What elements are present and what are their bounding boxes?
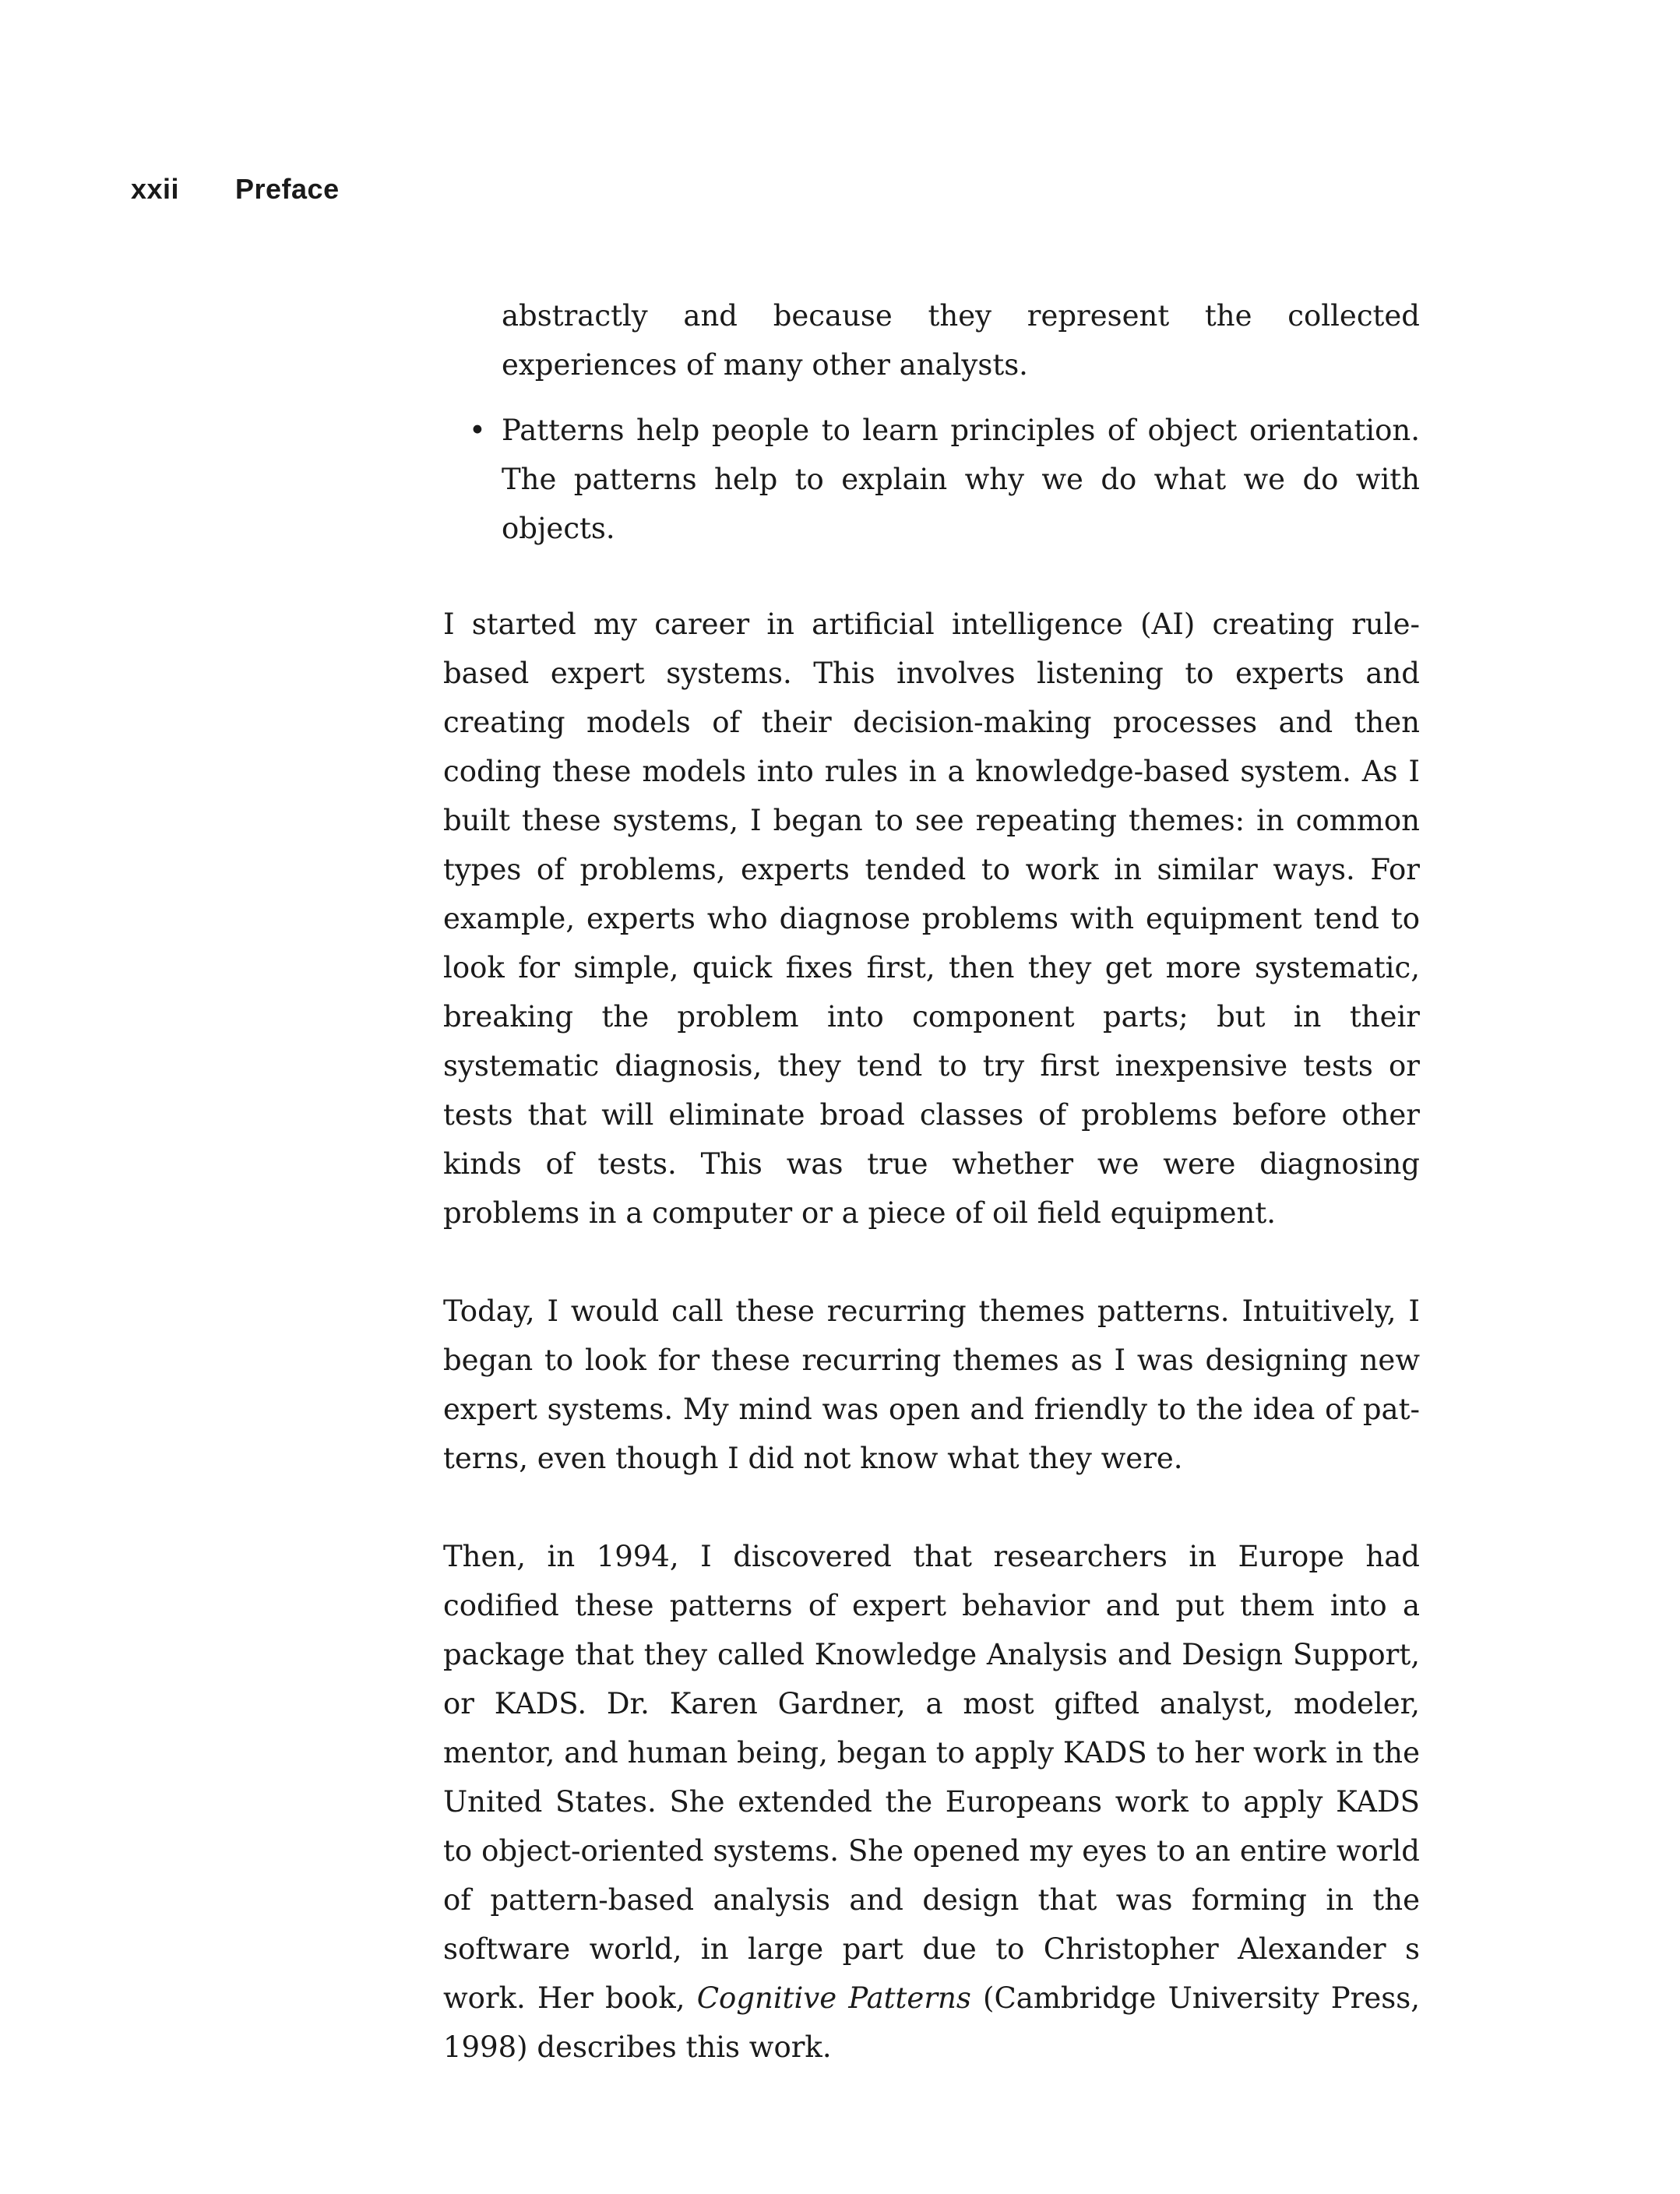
running-header <box>131 173 340 206</box>
page-number: xxii <box>131 173 180 205</box>
section-title: Preface <box>235 173 340 205</box>
list-item-text: Patterns help people to learn principles of object orientation. The patterns help to explain why we do what we do with objects. <box>502 414 1420 545</box>
text-column <box>443 291 1420 2072</box>
paragraph-kads <box>443 1532 1420 2072</box>
list-continuation-text: abstractly and because they represent the collected experiences of many other analysts. <box>502 299 1420 382</box>
paragraph-career: I started my career in artificial intelligence (AI) creating rule-based expert systems. This involves listening to experts and creating models of their decision-making processes and then coding these models into rules in a knowledge-based system. As I built these systems, I began to see repeating themes: in common types of problems, experts tended to work in similar ways. For example, experts who diagnose problems with equipment tend to look for simple, quick fixes first, then they get more systematic, breaking the problem into component parts; but in their systematic diagnosis, they tend to try first inexpensive tests or tests that will eliminate broad classes of problems before other kinds of tests. This was true whether we were diagnosing problems in a computer or a piece of oil field equipment. <box>443 607 1420 1230</box>
bullet-icon: • <box>469 414 486 447</box>
paragraph-kads-main: Then, in 1994, I discovered that researchers in Europe had codified these patterns of expert behavior and put them into a package that they called Knowledge Analysis and Design Support, or KADS. Dr. Karen Gardner, a most gifted analyst, modeler, mentor, and human being, began to apply KADS to her work in the United States. She extended the Europeans work to apply KADS to object-oriented systems. She opened my eyes to an entire world of pattern-based analysis and design that was forming in the software world, in large part due to Christopher Alexander s work. Her book, <box>443 1540 1420 2015</box>
paragraph-kads-tail: (Cambridge University Press, 1998) describes this work. <box>443 1981 1420 2064</box>
paragraph-patterns: Today, I would call these recurring themes patterns. Intuitively, I began to look for these recurring themes as I was designing new expert systems. My mind was open and friendly to the idea of patterns, even though I did not know what they were. <box>443 1294 1420 1475</box>
list-item <box>469 406 1420 553</box>
book-title: Cognitive Patterns <box>696 1981 971 2015</box>
